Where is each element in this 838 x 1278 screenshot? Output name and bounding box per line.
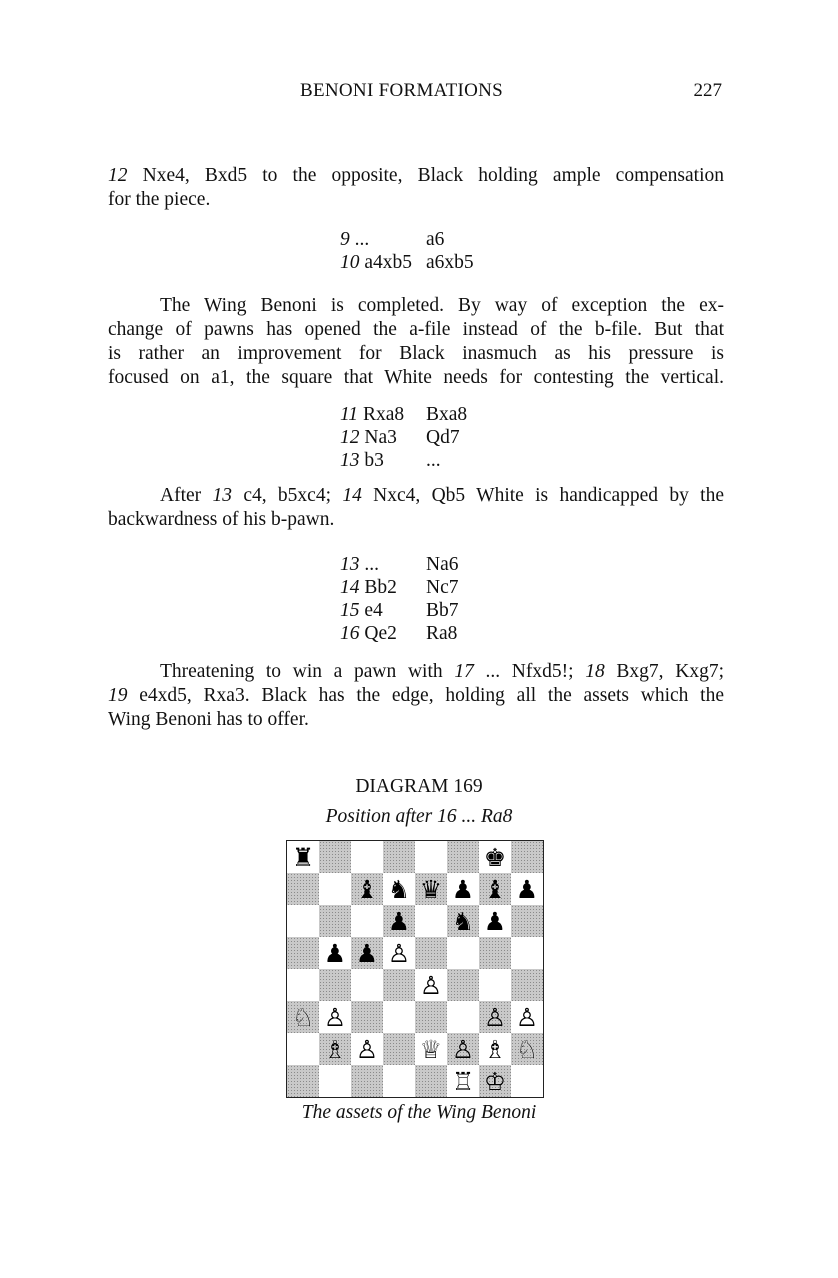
move-number: 12 bbox=[108, 165, 128, 186]
white-knight-icon: ♘ bbox=[515, 1034, 539, 1064]
move-row: 9 ... a6 bbox=[340, 229, 445, 250]
paragraph-3-line-1: After 13 c4, b5xc4; 14 Nxc4, Qb5 White is handicapped by the bbox=[160, 485, 724, 506]
diagram-subtitle: Position after 16 ... Ra8 bbox=[325, 806, 513, 827]
black-queen-icon: ♛ bbox=[419, 874, 443, 904]
square-g5 bbox=[479, 937, 511, 969]
square-h6 bbox=[511, 905, 543, 937]
square-e5 bbox=[415, 937, 447, 969]
move-row: 13 b3 ... bbox=[340, 450, 441, 471]
paragraph-2-line-1: The Wing Benoni is completed. By way of exception the ex- bbox=[160, 295, 724, 316]
black-bishop-icon: ♝ bbox=[483, 874, 507, 904]
square-f1 bbox=[447, 1065, 479, 1097]
paragraph-1 bbox=[108, 164, 724, 212]
paragraph-4-line-3: Wing Benoni has to offer. bbox=[108, 709, 309, 730]
diagram-title: DIAGRAM 169 bbox=[355, 776, 483, 797]
page-number: 227 bbox=[693, 80, 722, 101]
square-d2 bbox=[383, 1033, 415, 1065]
square-b1 bbox=[319, 1065, 351, 1097]
square-e1 bbox=[415, 1065, 447, 1097]
black-pawn-icon: ♟ bbox=[387, 906, 411, 936]
square-b5 bbox=[319, 937, 351, 969]
square-b2 bbox=[319, 1033, 351, 1065]
square-c1 bbox=[351, 1065, 383, 1097]
white-queen-icon: ♕ bbox=[419, 1034, 443, 1064]
paragraph-4 bbox=[108, 660, 724, 732]
square-d8 bbox=[383, 841, 415, 873]
square-d1 bbox=[383, 1065, 415, 1097]
square-f4 bbox=[447, 969, 479, 1001]
square-g4 bbox=[479, 969, 511, 1001]
move-list-3 bbox=[340, 553, 459, 645]
white-bishop-icon: ♗ bbox=[483, 1034, 507, 1064]
square-e3 bbox=[415, 1001, 447, 1033]
paragraph-2-line-4: focused on a1, the square that White needs for contesting the vertical. bbox=[108, 367, 724, 388]
paragraph-2-line-2: change of pawns has opened the a-file instead of the b-file. But that bbox=[108, 319, 724, 340]
square-h2 bbox=[511, 1033, 543, 1065]
square-c6 bbox=[351, 905, 383, 937]
black-king-icon: ♚ bbox=[483, 842, 507, 872]
square-f7 bbox=[447, 873, 479, 905]
square-a5 bbox=[287, 937, 319, 969]
square-e6 bbox=[415, 905, 447, 937]
white-pawn-icon: ♙ bbox=[355, 1034, 379, 1064]
square-a4 bbox=[287, 969, 319, 1001]
white-bishop-icon: ♗ bbox=[323, 1034, 347, 1064]
diagram-caption: The assets of the Wing Benoni bbox=[301, 1102, 537, 1123]
square-d4 bbox=[383, 969, 415, 1001]
square-f5 bbox=[447, 937, 479, 969]
black-pawn-icon: ♟ bbox=[483, 906, 507, 936]
square-e8 bbox=[415, 841, 447, 873]
square-c4 bbox=[351, 969, 383, 1001]
paragraph-1-line-1: 12 Nxe4, Bxd5 to the opposite, Black holding ample compensation bbox=[108, 165, 724, 186]
white-rook-icon: ♖ bbox=[451, 1066, 475, 1096]
square-g1 bbox=[479, 1065, 511, 1097]
move-row: 16 Qe2 Ra8 bbox=[340, 623, 458, 644]
square-f2 bbox=[447, 1033, 479, 1065]
move-list-1 bbox=[340, 228, 474, 274]
square-h4 bbox=[511, 969, 543, 1001]
black-knight-icon: ♞ bbox=[387, 874, 411, 904]
square-h8 bbox=[511, 841, 543, 873]
black-pawn-icon: ♟ bbox=[515, 874, 539, 904]
paragraph-2 bbox=[108, 294, 724, 390]
square-g3 bbox=[479, 1001, 511, 1033]
white-knight-icon: ♘ bbox=[291, 1002, 315, 1032]
square-c2 bbox=[351, 1033, 383, 1065]
black-bishop-icon: ♝ bbox=[355, 874, 379, 904]
square-a7 bbox=[287, 873, 319, 905]
square-e7 bbox=[415, 873, 447, 905]
paragraph-4-line-1: Threatening to win a pawn with 17 ... Nfxd5!; 18 Bxg7, Kxg7; bbox=[160, 661, 724, 682]
square-a3 bbox=[287, 1001, 319, 1033]
move-row: 14 Bb2 Nc7 bbox=[340, 577, 459, 598]
white-pawn-icon: ♙ bbox=[515, 1002, 539, 1032]
paragraph-2-line-3: is rather an improvement for Black inasmuch as his pressure is bbox=[108, 343, 724, 364]
square-b3 bbox=[319, 1001, 351, 1033]
square-d7 bbox=[383, 873, 415, 905]
chess-board bbox=[286, 840, 544, 1098]
move-row: 13 ... Na6 bbox=[340, 554, 459, 575]
black-knight-icon: ♞ bbox=[451, 906, 475, 936]
white-pawn-icon: ♙ bbox=[451, 1034, 475, 1064]
square-g6 bbox=[479, 905, 511, 937]
square-b7 bbox=[319, 873, 351, 905]
square-f3 bbox=[447, 1001, 479, 1033]
square-h3 bbox=[511, 1001, 543, 1033]
square-b8 bbox=[319, 841, 351, 873]
chapter-title: BENONI FORMATIONS bbox=[300, 80, 504, 101]
square-g2 bbox=[479, 1033, 511, 1065]
square-h1 bbox=[511, 1065, 543, 1097]
square-d3 bbox=[383, 1001, 415, 1033]
square-g8 bbox=[479, 841, 511, 873]
square-f6 bbox=[447, 905, 479, 937]
square-c7 bbox=[351, 873, 383, 905]
square-a1 bbox=[287, 1065, 319, 1097]
square-a6 bbox=[287, 905, 319, 937]
square-h7 bbox=[511, 873, 543, 905]
square-c3 bbox=[351, 1001, 383, 1033]
black-rook-icon: ♜ bbox=[291, 842, 315, 872]
white-pawn-icon: ♙ bbox=[419, 970, 443, 1000]
running-header bbox=[0, 80, 838, 110]
paragraph-4-line-2: 19 e4xd5, Rxa3. Black has the edge, holding all the assets which the bbox=[108, 685, 724, 706]
move-row: 15 e4 Bb7 bbox=[340, 600, 459, 621]
black-pawn-icon: ♟ bbox=[355, 938, 379, 968]
square-b6 bbox=[319, 905, 351, 937]
black-pawn-icon: ♟ bbox=[323, 938, 347, 968]
paragraph-3 bbox=[108, 484, 724, 532]
paragraph-1-line-2: for the piece. bbox=[108, 189, 211, 210]
square-h5 bbox=[511, 937, 543, 969]
square-a8 bbox=[287, 841, 319, 873]
square-c8 bbox=[351, 841, 383, 873]
white-pawn-icon: ♙ bbox=[387, 938, 411, 968]
square-f8 bbox=[447, 841, 479, 873]
square-g7 bbox=[479, 873, 511, 905]
black-pawn-icon: ♟ bbox=[451, 874, 475, 904]
square-e2 bbox=[415, 1033, 447, 1065]
square-d6 bbox=[383, 905, 415, 937]
white-pawn-icon: ♙ bbox=[483, 1002, 507, 1032]
move-list-2 bbox=[340, 403, 467, 472]
square-d5 bbox=[383, 937, 415, 969]
square-c5 bbox=[351, 937, 383, 969]
move-row: 12 Na3 Qd7 bbox=[340, 427, 460, 448]
square-a2 bbox=[287, 1033, 319, 1065]
paragraph-3-line-2: backwardness of his b-pawn. bbox=[108, 509, 335, 530]
white-pawn-icon: ♙ bbox=[323, 1002, 347, 1032]
square-b4 bbox=[319, 969, 351, 1001]
move-row: 10 a4xb5 a6xb5 bbox=[340, 252, 474, 273]
white-king-icon: ♔ bbox=[483, 1066, 507, 1096]
square-e4 bbox=[415, 969, 447, 1001]
move-row: 11 Rxa8 Bxa8 bbox=[340, 404, 468, 425]
